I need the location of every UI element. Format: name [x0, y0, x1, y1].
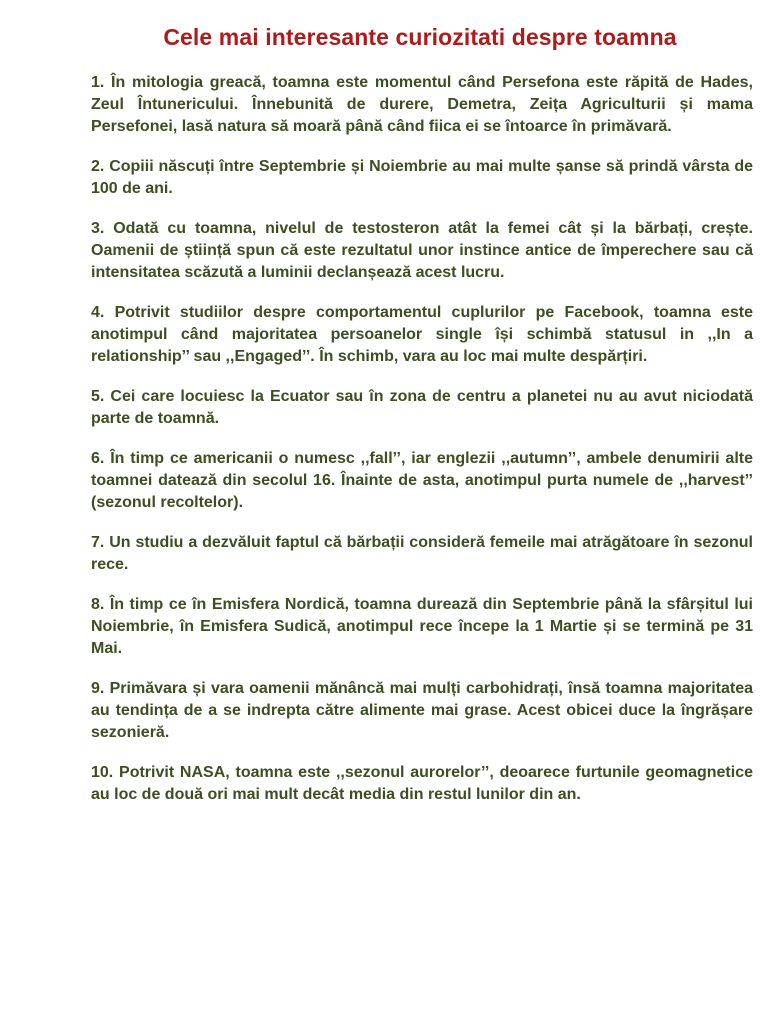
list-item: 2. Copiii născuți între Septembrie și Noiembrie au mai multe șanse să prindă vârsta de 100 de ani.: [91, 158, 753, 197]
list-item: 9. Primăvara și vara oamenii mănâncă mai mulți carbohidrați, însă toamna majoritatea au tendința de a se indrepta către alimente mai grase. Acest obicei duce la îngrășare sezonieră.: [91, 680, 753, 741]
list-item: 6. În timp ce americanii o numesc ,,fall’’, iar englezii ,,autumn’’, ambele denumirii alte toamnei datează din secolul 16. Înainte de asta, anotimpul purta numele de ,,harvest’’ (sezonul recoltelor).: [91, 450, 753, 511]
list-item: 1. În mitologia greacă, toamna este momentul când Persefona este răpită de Hades, Zeul Întunericului. Înnebunită de durere, Demetra, Zeița Agriculturii și mama Persefonei, lasă natura să moară până când fiica ei se întoarce în primăvară.: [91, 74, 753, 135]
list-item: 4. Potrivit studiilor despre comportamentul cuplurilor pe Facebook, toamna este anotimpul când majoritatea persoanelor single își schimbă statusul in ,,In a relationship’’ sau ,,Engaged’’. În schimb, vara au loc mai multe despărțiri.: [91, 304, 753, 365]
list-item: 8. În timp ce în Emisfera Nordică, toamna durează din Septembrie până la sfârșitul lui Noiembrie, în Emisfera Sudică, anotimpul rece începe la 1 Martie și se termină pe 31 Mai.: [91, 596, 753, 657]
list-item: 3. Odată cu toamna, nivelul de testosteron atât la femei cât și la bărbați, crește. Oamenii de știință spun că este rezultatul unor instince antice de împerechere sau că intensitatea scăzută a luminii declanșează acest lucru.: [91, 220, 753, 281]
list-item: 10. Potrivit NASA, toamna este ,,sezonul aurorelor’’, deoarece furtunile geomagnetice au loc de două ori mai mult decât media din restul lunilor din an.: [91, 764, 753, 803]
page-title: Cele mai interesante curiozitati despre toamna: [163, 24, 677, 50]
facts-list: [91, 72, 753, 824]
list-item: 7. Un studiu a dezvăluit faptul că bărbații consideră femeile mai atrăgătoare în sezonul rece.: [91, 534, 753, 573]
list-item: 5. Cei care locuiesc la Ecuator sau în zona de centru a planetei nu au avut niciodată parte de toamnă.: [91, 388, 753, 427]
